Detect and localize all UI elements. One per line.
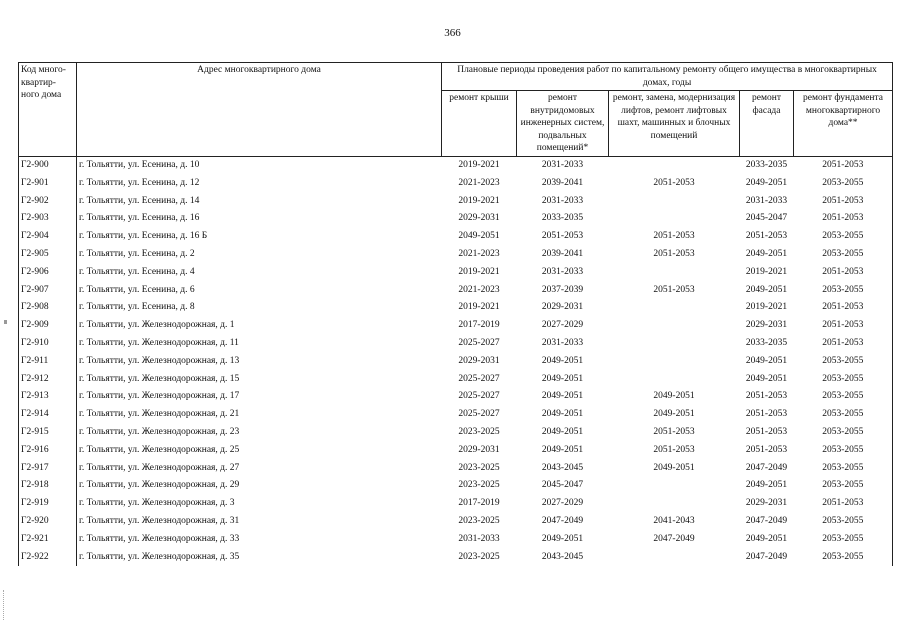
cell-systems: 2029-2031 bbox=[541, 302, 584, 313]
cell-address: г. Тольятти, ул. Железнодорожная, д. 35 bbox=[77, 549, 442, 567]
page-number: 366 bbox=[444, 27, 461, 39]
cell-foundation: 2051-2053 bbox=[794, 317, 893, 335]
cell-systems: 2037-2039 bbox=[541, 284, 584, 295]
cell-lifts: 2051-2053 bbox=[653, 248, 695, 259]
cell-address: г. Тольятти, ул. Железнодорожная, д. 29 bbox=[77, 477, 442, 495]
cell-lifts bbox=[609, 371, 740, 389]
cell-code: Г2-904 bbox=[19, 228, 77, 246]
cell-address: г. Тольятти, ул. Есенина, д. 8 bbox=[77, 299, 442, 317]
header-foundation: ремонт фундамента многоквартирного дома** bbox=[794, 91, 893, 157]
cell-foundation: 2053-2055 bbox=[794, 388, 893, 406]
cell-facade: 2049-2051 bbox=[745, 480, 788, 491]
cell-address: г. Тольятти, ул. Есенина, д. 10 bbox=[77, 157, 442, 175]
table-row bbox=[19, 157, 893, 175]
cell-code: Г2-913 bbox=[19, 388, 77, 406]
cell-roof: 2023-2025 bbox=[458, 426, 500, 437]
cell-code: Г2-907 bbox=[19, 282, 77, 300]
cell-code: Г2-901 bbox=[19, 175, 77, 193]
cell-facade: 2047-2049 bbox=[745, 462, 788, 473]
cell-systems: 2033-2035 bbox=[541, 213, 584, 224]
cell-roof: 2023-2025 bbox=[458, 515, 500, 526]
cell-lifts: 2051-2053 bbox=[653, 444, 695, 455]
cell-facade: 2049-2051 bbox=[745, 248, 788, 259]
cell-code: Г2-912 bbox=[19, 371, 77, 389]
cell-address: г. Тольятти, ул. Железнодорожная, д. 17 bbox=[77, 388, 442, 406]
cell-address: г. Тольятти, ул. Железнодорожная, д. 27 bbox=[77, 460, 442, 478]
cell-lifts: 2049-2051 bbox=[653, 462, 695, 473]
cell-roof: 2019-2021 bbox=[458, 195, 500, 206]
cell-lifts: 2041-2043 bbox=[653, 515, 695, 526]
table-row bbox=[19, 264, 893, 282]
cell-systems: 2049-2051 bbox=[541, 533, 584, 544]
table-row bbox=[19, 495, 893, 513]
table-row bbox=[19, 549, 893, 567]
cell-address: г. Тольятти, ул. Железнодорожная, д. 3 bbox=[77, 495, 442, 513]
cell-facade: 2029-2031 bbox=[745, 498, 788, 509]
cell-systems: 2039-2041 bbox=[541, 177, 584, 188]
cell-facade: 2029-2031 bbox=[745, 320, 788, 331]
cell-foundation: 2051-2053 bbox=[794, 299, 893, 317]
cell-foundation: 2053-2055 bbox=[794, 531, 893, 549]
cell-facade: 2049-2051 bbox=[745, 355, 788, 366]
cell-systems: 2031-2033 bbox=[541, 195, 584, 206]
cell-roof: 2031-2033 bbox=[458, 533, 500, 544]
cell-roof: 2049-2051 bbox=[458, 231, 500, 242]
cell-systems: 2045-2047 bbox=[541, 480, 584, 491]
cell-facade: 2031-2033 bbox=[745, 195, 788, 206]
cell-code: Г2-915 bbox=[19, 424, 77, 442]
cell-foundation: 2053-2055 bbox=[794, 246, 893, 264]
cell-roof: 2023-2025 bbox=[458, 551, 500, 562]
cell-code: Г2-900 bbox=[19, 157, 77, 175]
cell-roof: 2017-2019 bbox=[458, 498, 500, 509]
cell-lifts bbox=[609, 193, 740, 211]
cell-code: Г2-908 bbox=[19, 299, 77, 317]
cell-facade: 2033-2035 bbox=[745, 337, 788, 348]
cell-roof: 2023-2025 bbox=[458, 462, 500, 473]
cell-facade: 2047-2049 bbox=[745, 551, 788, 562]
cell-lifts bbox=[609, 317, 740, 335]
cell-facade: 2019-2021 bbox=[745, 266, 788, 277]
cell-lifts bbox=[609, 477, 740, 495]
cell-facade: 2051-2053 bbox=[745, 391, 788, 402]
cell-address: г. Тольятти, ул. Есенина, д. 12 bbox=[77, 175, 442, 193]
cell-systems: 2031-2033 bbox=[541, 266, 584, 277]
cell-code: Г2-921 bbox=[19, 531, 77, 549]
cell-code: Г2-910 bbox=[19, 335, 77, 353]
cell-systems: 2043-2045 bbox=[541, 462, 584, 473]
cell-systems: 2049-2051 bbox=[541, 444, 584, 455]
cell-systems: 2031-2033 bbox=[541, 337, 584, 348]
cell-code: Г2-902 bbox=[19, 193, 77, 211]
cell-foundation: 2053-2055 bbox=[794, 513, 893, 531]
cell-address: г. Тольятти, ул. Есенина, д. 14 bbox=[77, 193, 442, 211]
cell-address: г. Тольятти, ул. Железнодорожная, д. 25 bbox=[77, 442, 442, 460]
table-row bbox=[19, 406, 893, 424]
table-row bbox=[19, 210, 893, 228]
cell-roof: 2021-2023 bbox=[458, 284, 500, 295]
cell-address: г. Тольятти, ул. Есенина, д. 6 bbox=[77, 282, 442, 300]
cell-facade: 2051-2053 bbox=[745, 426, 788, 437]
table-row bbox=[19, 442, 893, 460]
cell-foundation: 2053-2055 bbox=[794, 406, 893, 424]
cell-lifts bbox=[609, 210, 740, 228]
cell-roof: 2025-2027 bbox=[458, 373, 500, 384]
cell-foundation: 2051-2053 bbox=[794, 495, 893, 513]
cell-address: г. Тольятти, ул. Железнодорожная, д. 11 bbox=[77, 335, 442, 353]
cell-facade: 2033-2035 bbox=[745, 160, 788, 170]
cell-foundation: 2053-2055 bbox=[794, 228, 893, 246]
cell-systems: 2049-2051 bbox=[541, 391, 584, 402]
cell-roof: 2019-2021 bbox=[458, 266, 500, 277]
cell-lifts: 2049-2051 bbox=[653, 409, 695, 420]
cell-code: Г2-920 bbox=[19, 513, 77, 531]
cell-address: г. Тольятти, ул. Есенина, д. 16 bbox=[77, 210, 442, 228]
cell-code: Г2-903 bbox=[19, 210, 77, 228]
cell-foundation: 2053-2055 bbox=[794, 549, 893, 567]
header-facade: ремонт фасада bbox=[740, 91, 794, 157]
cell-lifts: 2051-2053 bbox=[653, 284, 695, 295]
table-row bbox=[19, 193, 893, 211]
cell-foundation: 2053-2055 bbox=[794, 424, 893, 442]
cell-foundation: 2053-2055 bbox=[794, 460, 893, 478]
cell-foundation: 2051-2053 bbox=[794, 157, 893, 175]
cell-facade: 2047-2049 bbox=[745, 515, 788, 526]
cell-systems: 2031-2033 bbox=[541, 160, 584, 170]
cell-systems: 2049-2051 bbox=[541, 426, 584, 437]
cell-roof: 2019-2021 bbox=[458, 302, 500, 313]
cell-foundation: 2053-2055 bbox=[794, 353, 893, 371]
cell-foundation: 2053-2055 bbox=[794, 371, 893, 389]
cell-lifts bbox=[609, 299, 740, 317]
cell-facade: 2049-2051 bbox=[745, 373, 788, 384]
cell-code: Г2-911 bbox=[19, 353, 77, 371]
cell-lifts bbox=[609, 353, 740, 371]
cell-foundation: 2053-2055 bbox=[794, 175, 893, 193]
cell-lifts bbox=[609, 495, 740, 513]
table-body bbox=[19, 157, 893, 567]
cell-roof: 2019-2021 bbox=[458, 160, 500, 170]
cell-code: Г2-922 bbox=[19, 549, 77, 567]
cell-roof: 2029-2031 bbox=[458, 355, 500, 366]
cell-code: Г2-917 bbox=[19, 460, 77, 478]
cell-systems: 2049-2051 bbox=[541, 355, 584, 366]
cell-roof: 2025-2027 bbox=[458, 391, 500, 402]
cell-foundation: 2051-2053 bbox=[794, 264, 893, 282]
cell-facade: 2049-2051 bbox=[745, 177, 788, 188]
scan-speck bbox=[4, 320, 7, 324]
cell-lifts: 2051-2053 bbox=[653, 177, 695, 188]
cell-address: г. Тольятти, ул. Есенина, д. 2 bbox=[77, 246, 442, 264]
header-periods: Плановые периоды проведения работ по капитальному ремонту общего имущества в многоквартирных домах, годы bbox=[442, 63, 893, 91]
table-row bbox=[19, 228, 893, 246]
cell-address: г. Тольятти, ул. Есенина, д. 4 bbox=[77, 264, 442, 282]
cell-systems: 2043-2045 bbox=[541, 551, 584, 562]
cell-roof: 2029-2031 bbox=[458, 444, 500, 455]
cell-code: Г2-914 bbox=[19, 406, 77, 424]
table-row bbox=[19, 460, 893, 478]
cell-foundation: 2053-2055 bbox=[794, 477, 893, 495]
cell-lifts: 2049-2051 bbox=[653, 391, 695, 402]
cell-roof: 2025-2027 bbox=[458, 409, 500, 420]
cell-facade: 2019-2021 bbox=[745, 302, 788, 313]
table-row bbox=[19, 246, 893, 264]
cell-systems: 2051-2053 bbox=[541, 231, 584, 242]
header-address: Адрес многоквартирного дома bbox=[77, 63, 442, 157]
table-row bbox=[19, 335, 893, 353]
capital-repair-table bbox=[18, 62, 893, 566]
cell-address: г. Тольятти, ул. Железнодорожная, д. 13 bbox=[77, 353, 442, 371]
table-row bbox=[19, 353, 893, 371]
cell-foundation: 2051-2053 bbox=[794, 335, 893, 353]
cell-systems: 2049-2051 bbox=[541, 409, 584, 420]
cell-lifts bbox=[609, 335, 740, 353]
cell-roof: 2021-2023 bbox=[458, 248, 500, 259]
cell-lifts: 2047-2049 bbox=[653, 533, 695, 544]
cell-address: г. Тольятти, ул. Железнодорожная, д. 33 bbox=[77, 531, 442, 549]
cell-foundation: 2053-2055 bbox=[794, 442, 893, 460]
table-row bbox=[19, 513, 893, 531]
cell-facade: 2045-2047 bbox=[745, 213, 788, 224]
cell-foundation: 2051-2053 bbox=[794, 210, 893, 228]
header-lifts: ремонт, замена, модернизация лифтов, ремонт лифтовых шахт, машинных и блочных помещений bbox=[609, 91, 740, 157]
cell-facade: 2051-2053 bbox=[745, 231, 788, 242]
cell-code: Г2-909 bbox=[19, 317, 77, 335]
cell-roof: 2017-2019 bbox=[458, 320, 500, 331]
cell-systems: 2039-2041 bbox=[541, 248, 584, 259]
header-systems: ремонт внутридомовых инженерных систем, подвальных помещений* bbox=[517, 91, 609, 157]
cell-address: г. Тольятти, ул. Железнодорожная, д. 31 bbox=[77, 513, 442, 531]
table-row bbox=[19, 317, 893, 335]
scan-edge-mark bbox=[3, 590, 6, 620]
cell-roof: 2021-2023 bbox=[458, 177, 500, 188]
table-row bbox=[19, 282, 893, 300]
cell-facade: 2049-2051 bbox=[745, 284, 788, 295]
cell-code: Г2-906 bbox=[19, 264, 77, 282]
table-row bbox=[19, 299, 893, 317]
cell-roof: 2025-2027 bbox=[458, 337, 500, 348]
cell-address: г. Тольятти, ул. Железнодорожная, д. 21 bbox=[77, 406, 442, 424]
cell-roof: 2029-2031 bbox=[458, 213, 500, 224]
cell-foundation: 2051-2053 bbox=[794, 193, 893, 211]
cell-systems: 2049-2051 bbox=[541, 373, 584, 384]
table-row bbox=[19, 477, 893, 495]
table-row bbox=[19, 175, 893, 193]
cell-address: г. Тольятти, ул. Есенина, д. 16 Б bbox=[77, 228, 442, 246]
table-row bbox=[19, 388, 893, 406]
cell-lifts bbox=[609, 264, 740, 282]
header-roof: ремонт крыши bbox=[442, 91, 517, 157]
cell-systems: 2047-2049 bbox=[541, 515, 584, 526]
cell-lifts bbox=[609, 549, 740, 567]
table-row bbox=[19, 424, 893, 442]
cell-code: Г2-916 bbox=[19, 442, 77, 460]
cell-facade: 2049-2051 bbox=[745, 533, 788, 544]
cell-address: г. Тольятти, ул. Железнодорожная, д. 23 bbox=[77, 424, 442, 442]
cell-lifts bbox=[609, 157, 740, 175]
table-row bbox=[19, 371, 893, 389]
table-row bbox=[19, 531, 893, 549]
cell-code: Г2-918 bbox=[19, 477, 77, 495]
cell-facade: 2051-2053 bbox=[745, 409, 788, 420]
cell-roof: 2023-2025 bbox=[458, 480, 500, 491]
cell-code: Г2-905 bbox=[19, 246, 77, 264]
cell-address: г. Тольятти, ул. Железнодорожная, д. 1 bbox=[77, 317, 442, 335]
cell-address: г. Тольятти, ул. Железнодорожная, д. 15 bbox=[77, 371, 442, 389]
cell-systems: 2027-2029 bbox=[541, 320, 584, 331]
cell-lifts: 2051-2053 bbox=[653, 231, 695, 242]
cell-code: Г2-919 bbox=[19, 495, 77, 513]
cell-facade: 2051-2053 bbox=[745, 444, 788, 455]
cell-systems: 2027-2029 bbox=[541, 498, 584, 509]
header-code: Код много-квартир-ного дома bbox=[19, 63, 77, 157]
cell-foundation: 2053-2055 bbox=[794, 282, 893, 300]
cell-lifts: 2051-2053 bbox=[653, 426, 695, 437]
